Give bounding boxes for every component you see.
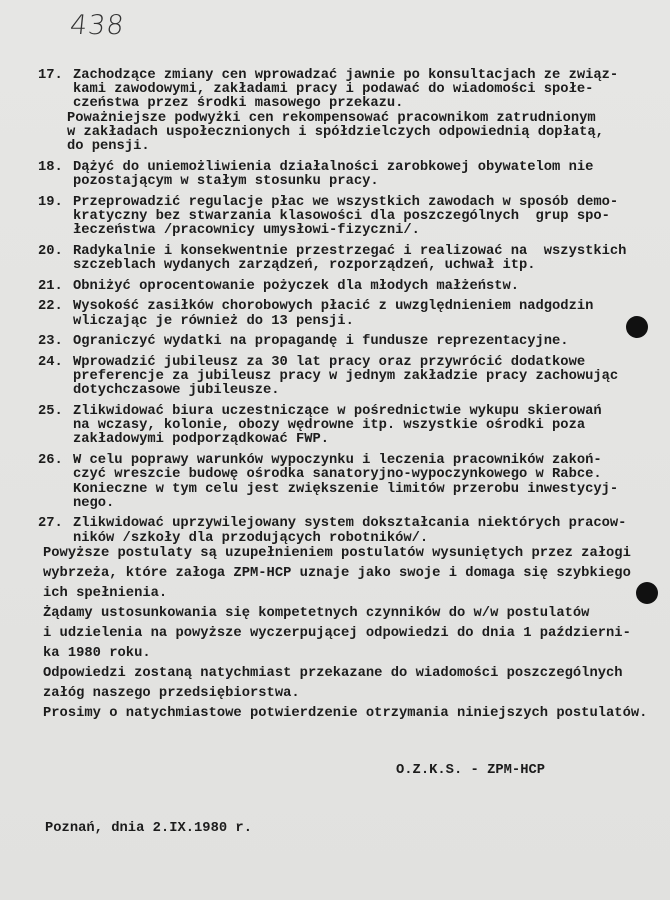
postulate-item xyxy=(38,356,658,399)
text-line: preferencje za jubileusz pracy w jednym zakładzie pracy zachowując xyxy=(73,369,619,385)
postulate-text xyxy=(73,454,658,511)
closing-line: i udzielenia na powyższe wyczerpującej odpowiedzi do dnia 1 październi- xyxy=(43,626,631,641)
text-line: Wysokość zasiłków chorobowych płacić z uwzględnieniem nadgodzin xyxy=(73,299,594,315)
postulate-item xyxy=(38,335,658,349)
text-line: Obniżyć oprocentowanie pożyczek dla młodych małżeństw. xyxy=(73,278,520,294)
postulate-text xyxy=(73,300,658,328)
text-line: na wczasy, kolonie, obozy wędrowne itp. wszystkie ośrodki poza xyxy=(73,418,586,434)
text-line: kratyczny bez stwarzania klasowości dla poszczególnych grup spo- xyxy=(73,208,610,224)
postulate-number: 26. xyxy=(38,453,63,469)
punch-hole xyxy=(626,316,648,338)
postulate-number: 24. xyxy=(38,354,63,370)
text-line: pozostającym w stałym stosunku pracy. xyxy=(73,173,379,189)
postulate-number: 27. xyxy=(38,516,63,532)
text-line: ników /szkoły dla przodujących robotników/. xyxy=(73,530,429,546)
text-line: Poważniejsze podwyżki cen rekompensować pracownikom zatrudnionym xyxy=(67,110,596,126)
text-line: W celu poprawy warunków wypoczynku i leczenia pracowników zakoń- xyxy=(73,453,602,469)
text-line: Ograniczyć wydatki na propagandę i fundusze reprezentacyjne. xyxy=(73,334,569,350)
text-line: kami zawodowymi, zakładami pracy i podawać do wiadomości społe- xyxy=(73,82,594,98)
postulate-item xyxy=(38,280,658,294)
text-line: Radykalnie i konsekwentnie przestrzegać i realizować na wszystkich xyxy=(73,243,627,259)
postulate-number: 19. xyxy=(38,194,63,210)
closing-line: ka 1980 roku. xyxy=(43,646,151,661)
text-line: zakładowymi podporządkować FWP. xyxy=(73,432,330,448)
text-line: Wprowadzić jubileusz za 30 lat pracy oraz przywrócić dodatkowe xyxy=(73,354,586,370)
postulate-item xyxy=(38,161,658,189)
closing-paragraph xyxy=(43,544,663,724)
postulate-text xyxy=(73,245,658,273)
closing-line: Żądamy ustosunkowania się kompetetnych czynników do w/w postulatów xyxy=(43,606,590,621)
text-line: łeczeństwa /pracownicy umysłowi-fizyczni/. xyxy=(73,223,420,239)
postulate-number: 21. xyxy=(38,278,63,294)
postulate-number: 18. xyxy=(38,159,63,175)
text-line: Zlikwidować uprzywilejowany system dokształcania niektórych pracow- xyxy=(73,516,627,532)
signature: O.Z.K.S. - ZPM-HCP xyxy=(396,763,546,778)
closing-line: Powyższe postulaty są uzupełnieniem postulatów wysuniętych przez załogi xyxy=(43,546,631,561)
postulate-item xyxy=(38,300,658,328)
postulate-number: 20. xyxy=(38,243,63,259)
text-line: w zakładach uspołecznionych i spółdzielczych odpowiednią dopłatą, xyxy=(67,124,604,140)
text-line: do pensji. xyxy=(67,139,150,155)
closing-line: Odpowiedzi zostaną natychmiast przekazane do wiadomości poszczególnych xyxy=(43,666,623,681)
postulate-text xyxy=(73,161,658,189)
text-line: nego. xyxy=(73,495,115,511)
closing-line: ich spełnienia. xyxy=(43,586,168,601)
postulates-list xyxy=(38,69,658,552)
postulate-text xyxy=(73,517,658,545)
text-line: Zlikwidować biura uczestniczące w pośrednictwie wykupu skierowań xyxy=(73,404,602,420)
postulate-text xyxy=(73,405,658,448)
handwritten-page-number: 438 xyxy=(68,10,127,41)
postulate-text xyxy=(73,335,658,349)
postulate-text xyxy=(73,280,658,294)
text-line: czyć wreszcie budowę ośrodka sanatoryjno-wypoczynkowego w Rabce. xyxy=(73,467,602,483)
postulate-item xyxy=(38,454,658,511)
postulate-item xyxy=(38,245,658,273)
postulate-number: 17. xyxy=(38,68,63,83)
closing-line: Prosimy o natychmiastowe potwierdzenie otrzymania niniejszych postulatów. xyxy=(43,706,648,721)
postulate-number: 22. xyxy=(38,299,63,315)
text-line: dotychczasowe jubileusze. xyxy=(73,383,280,399)
punch-hole xyxy=(636,582,658,604)
text-line: Zachodzące zmiany cen wprowadzać jawnie po konsultacjach ze związ- xyxy=(73,68,619,83)
closing-line: załóg naszego przedsiębiorstwa. xyxy=(43,686,300,701)
postulate-text xyxy=(73,356,658,399)
text-line: Przeprowadzić regulacje płac we wszystkich zawodach w sposób demo- xyxy=(73,194,619,210)
closing-line: wybrzeża, które załoga ZPM-HCP uznaje jako swoje i domaga się szybkiego xyxy=(43,566,631,581)
text-line: szczeblach wydanych zarządzeń, rozporządzeń, uchwał itp. xyxy=(73,257,536,273)
place-date: Poznań, dnia 2.IX.1980 r. xyxy=(45,821,252,836)
postulate-item xyxy=(38,517,658,545)
postulate-item xyxy=(38,405,658,448)
postulate-number: 25. xyxy=(38,404,63,420)
postulate-item xyxy=(38,196,658,239)
postulate-text xyxy=(67,68,658,155)
text-line: czeństwa przez środki masowego przekazu. xyxy=(73,96,404,112)
text-line: Konieczne w tym celu jest zwiększenie limitów przerobu inwestycyj- xyxy=(73,481,619,497)
text-line: wliczając je również do 13 pensji. xyxy=(73,313,354,329)
postulate-number: 23. xyxy=(38,334,63,350)
postulate-text xyxy=(73,196,658,239)
postulate-item xyxy=(38,69,658,154)
text-line: Dążyć do uniemożliwienia działalności zarobkowej obywatelom nie xyxy=(73,159,594,175)
